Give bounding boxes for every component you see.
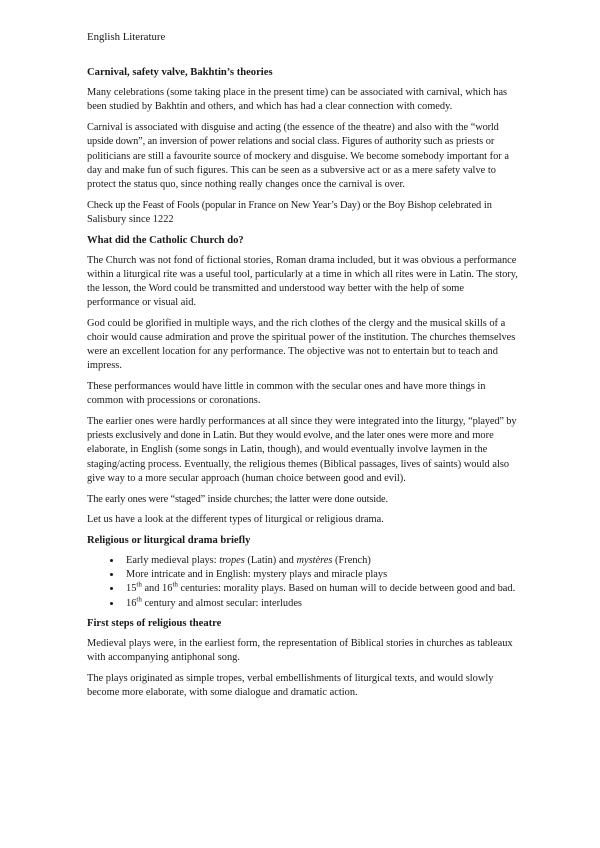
- text-run: 15: [126, 583, 137, 595]
- paragraph: God could be glorified in multiple ways, and the rich clothes of the clergy and the musical skills of a choir would cause admiration and prove the spiritual power of the institution. The churches themselves were an excellent location for any performance. The objective was not to entertain but to teach and impress.: [87, 317, 516, 372]
- text-run: as priests or politicians are still a favourite source of mockery and disguise. We become somebody important for a day and make fun of such figures. This can be seen as a subversive act or as a mere safety valve to protect the status quo, since nothing really changes once the carnival is over.: [87, 136, 509, 190]
- superscript: th: [136, 580, 142, 589]
- page-header: English Literature: [87, 31, 166, 43]
- paragraph: Many celebrations (some taking place in the present time) can be associated with carnival, which has been studied by Bakhtin and others, and which has had a clear connection with comedy.: [87, 87, 508, 113]
- italic-term: mystères: [296, 554, 333, 566]
- paragraph: [87, 199, 519, 227]
- section-heading-liturgical-drama: Religious or liturgical drama briefly: [87, 534, 251, 546]
- text-run: The earlier ones were hardly performances at all since they were integrated into the liturgy,: [87, 416, 469, 428]
- text-run: were more and more elaborate, in English (some songs in Latin, though), and would eventually involve laymen in the staging/acting process. Eventually, the religious themes (Biblical passages, lives of saints) would also give way to a more secular approach (human choice between good and evil).: [87, 430, 510, 484]
- list-item: • More intricate and in English: mystery plays and miracle plays: [122, 568, 519, 582]
- paragraph: [87, 415, 519, 486]
- text-run: 16: [162, 583, 173, 595]
- list-item: [122, 582, 519, 596]
- text-run: 16: [126, 597, 137, 609]
- bullet-list: [87, 554, 519, 611]
- paragraph: Let us have a look at the different types of liturgical or religious drama.: [87, 514, 384, 526]
- section-heading-carnival: Carnival, safety valve, Bakhtin’s theories: [87, 67, 273, 79]
- text-run: and: [141, 583, 163, 595]
- paragraph: The Church was not fond of fictional stories, Roman drama included, but it was obvious a performance within a liturgical rite was a useful tool, particularly at a time in which all rites were in Latin. The story, the lesson, the Word could be transmitted and understood way better with the help of some performance or visual aid.: [87, 254, 518, 309]
- italic-term: tropes: [219, 554, 245, 566]
- text-run: century and almost secular: interludes: [141, 597, 302, 609]
- text-run: Early medieval plays:: [126, 554, 220, 566]
- text-run: “world upside down”, an inversion of power relations and social class. Figures of authority such: [87, 122, 499, 148]
- paragraph: The early ones were “staged” inside churches; the latter were done outside.: [87, 493, 388, 505]
- document-page: [87, 30, 519, 707]
- paragraph: These performances would have little in common with the secular ones and have more things in common with processions or coronations.: [87, 381, 486, 407]
- section-heading-first-steps: First steps of religious theatre: [87, 617, 222, 629]
- text-run: (Latin) and: [244, 554, 297, 566]
- section-heading-catholic-church: What did the Catholic Church do?: [87, 234, 244, 246]
- paragraph: The plays originated as simple tropes, verbal embellishments of liturgical texts, and would slowly become more elaborate, with some dialogue and dramatic action.: [87, 672, 494, 698]
- text-run: Carnival is associated with disguise and acting (the essence of the theatre) and also with the: [87, 122, 471, 134]
- list-item: [122, 597, 519, 611]
- text-run: celebrated in Salisbury since 1222: [87, 199, 492, 225]
- list-item: [122, 554, 519, 568]
- text-run: Check up the Feast of Fools (popular in France on New Year’s Day) or the Boy Bishop: [87, 199, 436, 211]
- text-run: “played” by priests exclusively and done in Latin. But they would evolve, and the later ones: [87, 416, 517, 442]
- superscript: th: [136, 595, 142, 604]
- paragraph: [87, 121, 519, 192]
- superscript: th: [172, 580, 178, 589]
- paragraph: Medieval plays were, in the earliest form, the representation of Biblical stories in churches as tableaux with accompanying antiphonal song.: [87, 637, 513, 663]
- text-run: (French): [332, 554, 371, 566]
- text-run: centuries: morality plays. Based on human will to decide between good and bad.: [177, 583, 516, 595]
